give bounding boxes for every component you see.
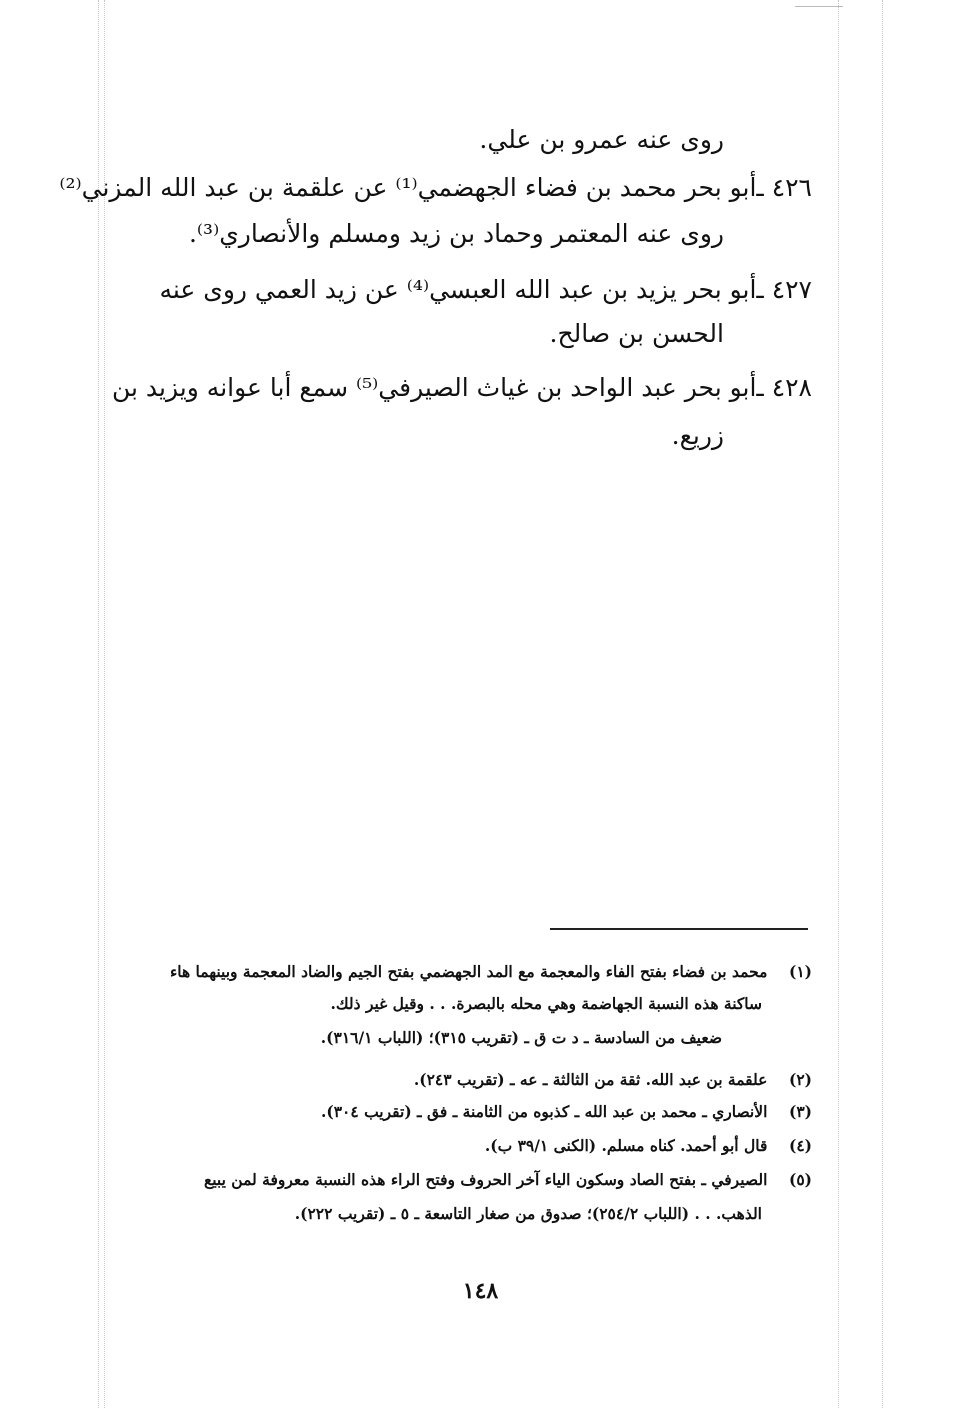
footnote-text: قال أبو أحمد. كناه مسلم. (الكنى ٣٩/١ ب). bbox=[484, 1136, 768, 1155]
entry-427-line-1 bbox=[112, 270, 812, 310]
footnote-number: (٣) bbox=[788, 1102, 812, 1121]
page-number: ١٤٨ bbox=[462, 1278, 499, 1304]
footnote-number: (٢) bbox=[788, 1070, 812, 1089]
scan-margin-dots bbox=[98, 0, 99, 1408]
entry-number: ٤٢٨ ـ bbox=[756, 373, 812, 402]
footnote-text: الأنصاري ـ محمد بن عبد الله ـ كذبوه من الثامنة ـ فق ـ (تقريب ٣٠٤). bbox=[320, 1102, 768, 1121]
scan-margin-dots bbox=[104, 0, 105, 1408]
entry-426-line-1 bbox=[59, 168, 812, 208]
entry-427-line-2: الحسن بن صالح. bbox=[549, 319, 724, 348]
entry-text: أبو بحر عبد الواحد بن غياث الصيرفي⁽⁵⁾ سمع أبا عوانه ويزيد بن bbox=[112, 373, 757, 402]
entry-428-line-2: زريع. bbox=[671, 421, 724, 450]
footnote-text: علقمة بن عبد الله. ثقة من الثالثة ـ عه ـ (تقريب ٢٤٣). bbox=[413, 1070, 768, 1089]
entry-text: أبو بحر يزيد بن عبد الله العبسي⁽⁴⁾ عن زيد العمي روى عنه bbox=[159, 275, 757, 304]
scan-margin-dots bbox=[838, 0, 839, 1408]
scan-top-rule bbox=[795, 6, 843, 7]
footnote-3 bbox=[321, 1096, 812, 1128]
entry-426-line-2: روى عنه المعتمر وحماد بن زيد ومسلم والأنصاري⁽³⁾. bbox=[188, 219, 724, 248]
footnote-1-line-2: ساكنة هذه النسبة الجهاضمة وهي محله بالبصرة. . . وقيل غير ذلك. bbox=[330, 994, 762, 1013]
footnote-number: (٤) bbox=[788, 1136, 812, 1155]
footnote-text: الصيرفي ـ بفتح الصاد وسكون الياء آخر الحروف وفتح الراء هذه النسبة معروفة لمن يبيع bbox=[203, 1170, 768, 1189]
entry-text: أبو بحر محمد بن فضاء الجهضمي⁽¹⁾ عن علقمة بن عبد الله المزني⁽²⁾ bbox=[59, 173, 757, 202]
footnote-1-line-1 bbox=[112, 956, 812, 988]
footnote-separator bbox=[550, 928, 808, 930]
footnote-number: (١) bbox=[788, 962, 812, 981]
footnote-5-line-2: الذهب. . . (اللباب ٢٥٤/٢)؛ صدوق من صغار التاسعة ـ ٥ ـ (تقريب ٢٢٢). bbox=[294, 1204, 762, 1223]
footnote-2 bbox=[414, 1064, 812, 1096]
entry-number: ٤٢٦ ـ bbox=[756, 173, 812, 202]
footnote-4 bbox=[485, 1130, 812, 1162]
entry-428-line-1 bbox=[112, 368, 812, 408]
entry-number: ٤٢٧ ـ bbox=[756, 275, 812, 304]
footnote-5-line-1 bbox=[112, 1164, 812, 1196]
footnote-number: (٥) bbox=[788, 1170, 812, 1189]
footnote-text: محمد بن فضاء بفتح الفاء والمعجمة مع المد الجهضمي بفتح الجيم والضاد المعجمة وبينهما هاء bbox=[169, 962, 768, 981]
footnote-1-line-3: ضعيف من السادسة ـ د ت ق ـ (تقريب ٣١٥)؛ (اللباب ٣١٦/١). bbox=[320, 1028, 722, 1047]
entry-continuation-line: روى عنه عمرو بن علي. bbox=[479, 125, 724, 154]
scan-margin-dots bbox=[882, 0, 883, 1408]
